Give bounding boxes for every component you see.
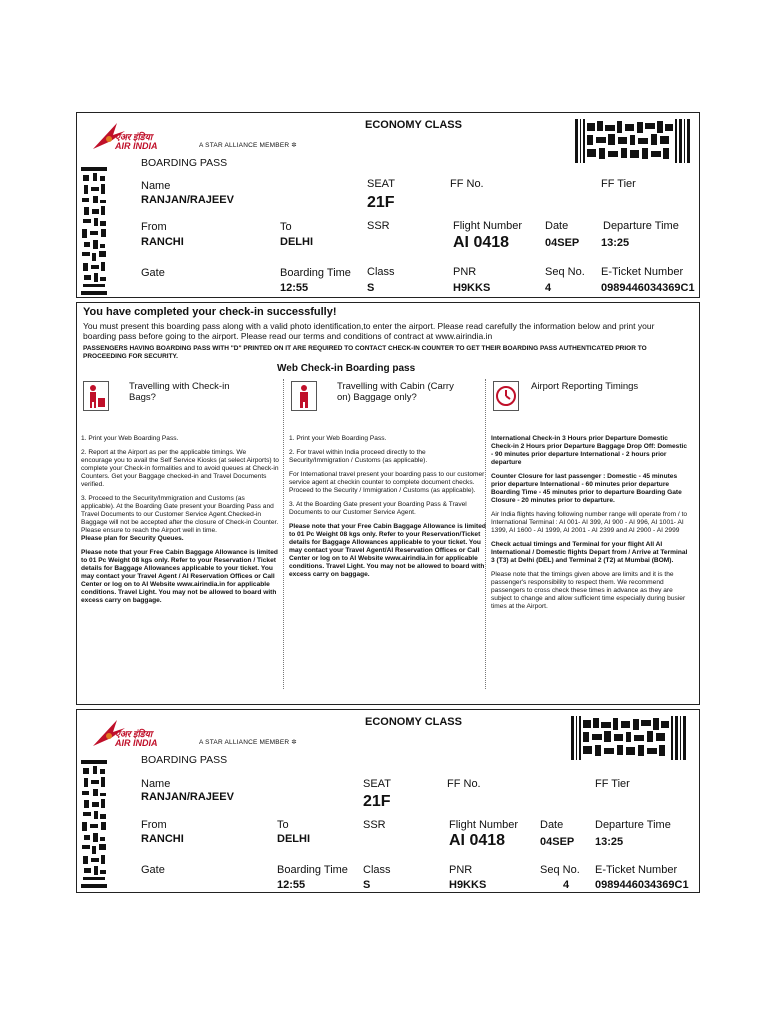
to-label: To — [280, 221, 292, 233]
seat-value: 21F — [367, 194, 395, 211]
seat-label: SEAT — [367, 178, 395, 190]
date-value: 04SEP — [545, 237, 580, 249]
ticket-value: 0989446034369C1 — [601, 282, 695, 294]
passenger-name: RANJAN/RAJEEV — [141, 791, 234, 803]
boarding-time-label: Boarding Time — [280, 267, 351, 279]
from-value: RANCHI — [141, 833, 184, 845]
instruction: 1. Print your Web Boarding Pass. — [81, 435, 179, 442]
notice-intro: You must present this boarding pass along with a valid photo identification,to enter the airport. Please read carefully the information below and print your boarding pass before going to the airport. Please read our terms and conditions of contract at www.airindia.in — [83, 321, 655, 341]
departure-value: 13:25 — [595, 836, 624, 848]
ticket-label: E-Ticket Number — [601, 266, 684, 278]
ff-no-label: FF No. — [447, 778, 481, 790]
notice-warning: PASSENGERS HAVING BOARDING PASS WITH "D" PRINTED ON IT ARE REQUIRED TO CONTACT CHECK-IN COUNTER TO GET THEIR BOARDING PASS AUTHENTICATED PRIOR TO PROCEEDING FOR SECURITY. — [83, 345, 647, 360]
ff-tier-label: FF Tier — [595, 778, 630, 790]
pnr-value: H9KKS — [453, 282, 491, 294]
air-india-logo: एअर इंडिया AIR INDIA — [89, 119, 189, 153]
reporting-timings-column — [491, 377, 691, 617]
date-label: Date — [545, 220, 569, 232]
instruction: 2. For travel within India proceed directly to the Security/Immigration / Customs (as applicable). — [289, 449, 428, 464]
instruction: 3. Proceed to the Security/Immigration and Customs (as applicable). At the Boarding Gate present your Boarding Pass and Travel Documents to our Customer Service Agent.Checked-in Baggage will not be accepted after the closure of Check-in Counter. Please ensure to reach the Airport well in time. — [81, 495, 279, 534]
cabin-class: ECONOMY CLASS — [365, 119, 462, 131]
terminal-info: Check actual timings and Terminal for your flight All AI International / Domestic flights Depart from / Arrive at Terminal 3 (T3) at Delhi (DEL) and Terminal 2 (T2) at Mumbai (BOM). — [491, 541, 688, 564]
ticket-value: 0989446034369C1 — [595, 879, 689, 891]
class-label: Class — [363, 864, 391, 876]
checkin-bags-column — [81, 377, 279, 611]
name-label: Name — [141, 180, 171, 192]
passenger-icon — [291, 381, 317, 411]
departure-value: 13:25 — [601, 237, 630, 249]
date-label: Date — [540, 819, 564, 831]
star-alliance-label: A STAR ALLIANCE MEMBER ✲ — [199, 142, 297, 149]
notice-heading: Web Check-in Boarding pass — [277, 363, 416, 374]
boarding-pass-top — [76, 112, 700, 298]
column-title: Travelling with Cabin (Carry on) Baggage only? — [337, 381, 454, 403]
pnr-label: PNR — [453, 266, 477, 278]
class-label: Class — [367, 266, 395, 278]
barcode-icon — [571, 716, 687, 760]
cabin-baggage-column — [289, 377, 487, 585]
instruction: 2. Report at the Airport as per the applicable timings. We encourage you to avail the Self Service Kiosks (at select Airports) to complete your Check-in formalities and to avoid queues at Check-in Counters. Get your Baggage checked-in and Travel Documents verified. — [81, 449, 279, 488]
gate-label: Gate — [141, 267, 165, 279]
instruction: Please plan for Security Queues. — [81, 535, 184, 542]
boarding-pass-bottom — [76, 709, 700, 893]
boarding-pass-title: BOARDING PASS — [141, 157, 228, 169]
seat-value: 21F — [363, 793, 391, 810]
ticket-label: E-Ticket Number — [595, 864, 678, 876]
barcode-icon — [575, 119, 691, 163]
instruction: 1. Print your Web Boarding Pass. — [289, 435, 387, 442]
pnr-label: PNR — [449, 864, 473, 876]
departure-label: Departure Time — [595, 819, 671, 831]
ff-no-label: FF No. — [450, 178, 484, 190]
name-label: Name — [141, 778, 171, 790]
date-value: 04SEP — [540, 836, 575, 848]
departure-label: Departure Time — [603, 220, 679, 232]
2d-barcode-icon — [81, 760, 107, 888]
boarding-time-label: Boarding Time — [277, 864, 348, 876]
cabin-class: ECONOMY CLASS — [365, 716, 462, 728]
from-label: From — [141, 221, 167, 233]
terminal-info: Air India flights having following number range will operate from / to International Terminal : AI 001- AI 399, AI 900 - AI 996, AI 1001- AI 1399, AI 1600 - AI 1999, AI 2001 - AI 2399 and AI 2900 - AI 2999 — [491, 511, 688, 534]
to-value: DELHI — [280, 236, 313, 248]
boarding-time-value: 12:55 — [280, 282, 309, 294]
ssr-label: SSR — [363, 819, 386, 831]
star-alliance-icon: ✲ — [291, 739, 297, 746]
instruction: 3. At the Boarding Gate present your Boarding Pass & Travel Documents to our Customer Service Agent. — [289, 501, 467, 516]
ssr-label: SSR — [367, 220, 390, 232]
air-india-logo: एअर इंडिया AIR INDIA — [89, 716, 189, 750]
baggage-note: Please note that your Free Cabin Baggage Allowance is limited to 01 Pc Weight 08 kgs only. Refer to your Reservation / Ticket details for Baggage Allowances applicable to your ticket. You may contact your Travel Agent / AI Reservation Offices or Call Center or log on to AI Website www.airindia.in for applicable conditions. Travel Light. You may not be allowed to board with excess carry on baggage. — [81, 549, 278, 604]
timing-note: Please note that the timings given above are limits and it is the passenger's responsibility to respect them. We recommend passengers to cross check these times in advance as they are subject to change and allow sufficient time especially during busier times at the Airport. — [491, 571, 686, 610]
to-value: DELHI — [277, 833, 310, 845]
timing-info: International Check-in 3 Hours prior Departure Domestic Check-in 2 Hours prior Departure Baggage Drop Off: Domestic - 90 minutes prior departure International - 2 hours prior departure — [491, 435, 688, 466]
passenger-name: RANJAN/RAJEEV — [141, 194, 234, 206]
seat-label: SEAT — [363, 778, 391, 790]
flight-label: Flight Number — [453, 220, 523, 232]
from-label: From — [141, 819, 167, 831]
class-value: S — [367, 282, 375, 294]
boarding-time-value: 12:55 — [277, 879, 306, 891]
2d-barcode-icon — [81, 167, 107, 295]
flight-label: Flight Number — [449, 819, 519, 831]
column-title: Travelling with Check-in Bags? — [129, 381, 230, 403]
flight-value: AI 0418 — [453, 234, 510, 251]
flight-value: AI 0418 — [449, 832, 506, 849]
to-label: To — [277, 819, 289, 831]
star-alliance-icon: ✲ — [291, 142, 297, 149]
star-alliance-label: A STAR ALLIANCE MEMBER ✲ — [199, 739, 297, 746]
luggage-icon — [83, 381, 109, 411]
timing-info: Counter Closure for last passenger : Domestic - 45 minutes prior departure International - 60 minutes prior departure Boarding Time - 45 minutes prior to departure Boarding Gate Closure - 20 minutes prior to departure. — [491, 473, 682, 504]
from-value: RANCHI — [141, 236, 184, 248]
pnr-value: H9KKS — [449, 879, 487, 891]
gate-label: Gate — [141, 864, 165, 876]
instruction: For International travel present your boarding pass to our customer service agent at checkin counter to complete document checks. Proceed to the Security / Immigration / Customs (as applicable). — [289, 471, 485, 494]
seq-label: Seq No. — [540, 864, 580, 876]
seq-value: 4 — [563, 879, 570, 891]
baggage-note: Please note that your Free Cabin Baggage Allowance is limited to 01 Pc Weight 08 kgs only. Refer to your Reservation/Ticket details for Baggage Allowances applicable to your ticket. You may contact your Travel Agent/AI Reservation Offices or Call Center or log on to AI Website www.airindia.in for applicable conditions. Travel Light. You may not be allowed to board with excess carry on baggage. — [289, 523, 486, 578]
notice-title: You have completed your check-in successfully! — [83, 306, 337, 318]
seq-value: 4 — [545, 282, 552, 294]
seq-label: Seq No. — [545, 266, 585, 278]
boarding-pass-title: BOARDING PASS — [141, 754, 228, 766]
checkin-notice — [76, 302, 700, 705]
ff-tier-label: FF Tier — [601, 178, 636, 190]
column-title: Airport Reporting Timings — [531, 381, 639, 392]
clock-icon — [493, 381, 519, 411]
class-value: S — [363, 879, 371, 891]
